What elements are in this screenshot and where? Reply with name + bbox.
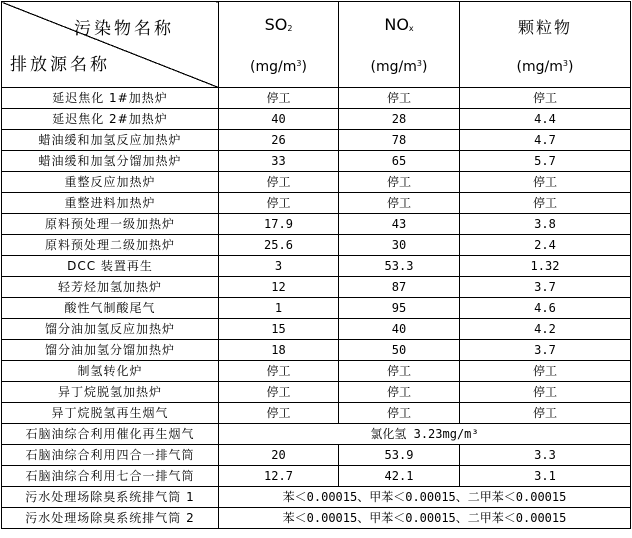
source-name-cell: 污水处理场除臭系统排气筒 2 — [2, 508, 219, 529]
table-row — [2, 88, 631, 109]
table-row — [2, 193, 631, 214]
table-row — [2, 319, 631, 340]
source-name-cell: 重整反应加热炉 — [2, 172, 219, 193]
so2-value-cell: 15 — [219, 319, 339, 340]
table-row — [2, 382, 631, 403]
nox-header-unit: $(mg/m^3)$ — [370, 58, 428, 75]
table-row — [2, 130, 631, 151]
table-row — [2, 445, 631, 466]
pm-value-cell: 2.4 — [460, 235, 631, 256]
so2-value-cell: 12 — [219, 277, 339, 298]
so2-value-cell: 停工 — [219, 193, 339, 214]
pm-value-cell: 5.7 — [460, 151, 631, 172]
table-row — [2, 277, 631, 298]
pm-value-cell: 停工 — [460, 172, 631, 193]
nox-value-cell: 95 — [339, 298, 460, 319]
nox-value-cell: 停工 — [339, 403, 460, 424]
table-row — [2, 214, 631, 235]
nox-value-cell: 30 — [339, 235, 460, 256]
so2-value-cell: 17.9 — [219, 214, 339, 235]
pm-header — [460, 2, 631, 88]
merged-value-cell: 苯＜0.00015、甲苯＜0.00015、二甲苯＜0.00015 — [219, 508, 631, 529]
source-name-cell: 污水处理场除臭系统排气筒 1 — [2, 487, 219, 508]
pm-value-cell: 3.7 — [460, 277, 631, 298]
pm-value-cell: 停工 — [460, 403, 631, 424]
so2-value-cell: 3 — [219, 256, 339, 277]
table-row — [2, 172, 631, 193]
so2-value-cell: 1 — [219, 298, 339, 319]
emission-table — [1, 1, 631, 529]
so2-header-name: $SO_2$ — [264, 14, 293, 34]
table-row — [2, 235, 631, 256]
table-row — [2, 403, 631, 424]
source-name-cell: 轻芳烃加氢加热炉 — [2, 277, 219, 298]
source-name-cell: 酸性气制酸尾气 — [2, 298, 219, 319]
so2-value-cell: 33 — [219, 151, 339, 172]
so2-header — [219, 2, 339, 88]
so2-header-unit: $(mg/m^3)$ — [250, 58, 307, 75]
nox-value-cell: 53.9 — [339, 445, 460, 466]
source-name-cell: 制氢转化炉 — [2, 361, 219, 382]
merged-value-cell: 氯化氢 3.23mg/m³ — [219, 424, 631, 445]
source-name-cell: 原料预处理一级加热炉 — [2, 214, 219, 235]
pm-value-cell: 1.32 — [460, 256, 631, 277]
table-row — [2, 340, 631, 361]
source-name-label: 排放源名称 — [10, 55, 110, 75]
table-row-merged — [2, 424, 631, 445]
so2-value-cell: 25.6 — [219, 235, 339, 256]
pm-value-cell: 停工 — [460, 193, 631, 214]
pollutant-name-label: 污染物名称 — [74, 19, 174, 39]
diagonal-header-cell — [2, 2, 219, 88]
so2-value-cell: 停工 — [219, 361, 339, 382]
nox-value-cell: 43 — [339, 214, 460, 235]
so2-value-cell: 停工 — [219, 403, 339, 424]
pm-value-cell: 停工 — [460, 361, 631, 382]
source-name-cell: 延迟焦化 2#加热炉 — [2, 109, 219, 130]
nox-value-cell: 40 — [339, 319, 460, 340]
nox-value-cell: 停工 — [339, 382, 460, 403]
pm-header-unit: $(mg/m^3)$ — [516, 58, 574, 75]
so2-value-cell: 20 — [219, 445, 339, 466]
pm-header-name: 颗粒物 — [517, 17, 572, 37]
table-row-merged — [2, 487, 631, 508]
source-name-cell: 石脑油综合利用催化再生烟气 — [2, 424, 219, 445]
pm-value-cell: 3.7 — [460, 340, 631, 361]
pm-value-cell: 3.3 — [460, 445, 631, 466]
nox-value-cell: 78 — [339, 130, 460, 151]
nox-header — [339, 2, 460, 88]
table-header-row — [2, 2, 631, 88]
source-name-cell: 石脑油综合利用七合一排气筒 — [2, 466, 219, 487]
so2-value-cell: 停工 — [219, 172, 339, 193]
source-name-cell: 石脑油综合利用四合一排气筒 — [2, 445, 219, 466]
so2-value-cell: 26 — [219, 130, 339, 151]
so2-value-cell: 停工 — [219, 382, 339, 403]
source-name-cell: DCC 装置再生 — [2, 256, 219, 277]
nox-value-cell: 87 — [339, 277, 460, 298]
so2-value-cell: 停工 — [219, 88, 339, 109]
nox-header-name: $NO_x$ — [384, 14, 414, 34]
pm-value-cell: 4.2 — [460, 319, 631, 340]
nox-value-cell: 42.1 — [339, 466, 460, 487]
nox-value-cell: 53.3 — [339, 256, 460, 277]
nox-value-cell: 65 — [339, 151, 460, 172]
pm-value-cell: 4.6 — [460, 298, 631, 319]
source-name-cell: 重整进料加热炉 — [2, 193, 219, 214]
pm-value-cell: 4.4 — [460, 109, 631, 130]
merged-value-cell: 苯＜0.00015、甲苯＜0.00015、二甲苯＜0.00015 — [219, 487, 631, 508]
source-name-cell: 原料预处理二级加热炉 — [2, 235, 219, 256]
pm-value-cell: 4.7 — [460, 130, 631, 151]
nox-value-cell: 28 — [339, 109, 460, 130]
table-row — [2, 109, 631, 130]
source-name-cell: 蜡油缓和加氢分馏加热炉 — [2, 151, 219, 172]
source-name-cell: 蜡油缓和加氢反应加热炉 — [2, 130, 219, 151]
table-row — [2, 466, 631, 487]
pm-value-cell: 停工 — [460, 88, 631, 109]
pm-value-cell: 停工 — [460, 382, 631, 403]
table-row — [2, 361, 631, 382]
table-row — [2, 256, 631, 277]
nox-value-cell: 停工 — [339, 172, 460, 193]
pm-value-cell: 3.8 — [460, 214, 631, 235]
source-name-cell: 馏分油加氢分馏加热炉 — [2, 340, 219, 361]
so2-value-cell: 40 — [219, 109, 339, 130]
nox-value-cell: 停工 — [339, 361, 460, 382]
source-name-cell: 馏分油加氢反应加热炉 — [2, 319, 219, 340]
nox-value-cell: 停工 — [339, 193, 460, 214]
so2-value-cell: 12.7 — [219, 466, 339, 487]
so2-value-cell: 18 — [219, 340, 339, 361]
table-row — [2, 151, 631, 172]
table-row-merged — [2, 508, 631, 529]
pm-value-cell: 3.1 — [460, 466, 631, 487]
source-name-cell: 异丁烷脱氢加热炉 — [2, 382, 219, 403]
source-name-cell: 延迟焦化 1#加热炉 — [2, 88, 219, 109]
table-row — [2, 298, 631, 319]
source-name-cell: 异丁烷脱氢再生烟气 — [2, 403, 219, 424]
nox-value-cell: 50 — [339, 340, 460, 361]
nox-value-cell: 停工 — [339, 88, 460, 109]
